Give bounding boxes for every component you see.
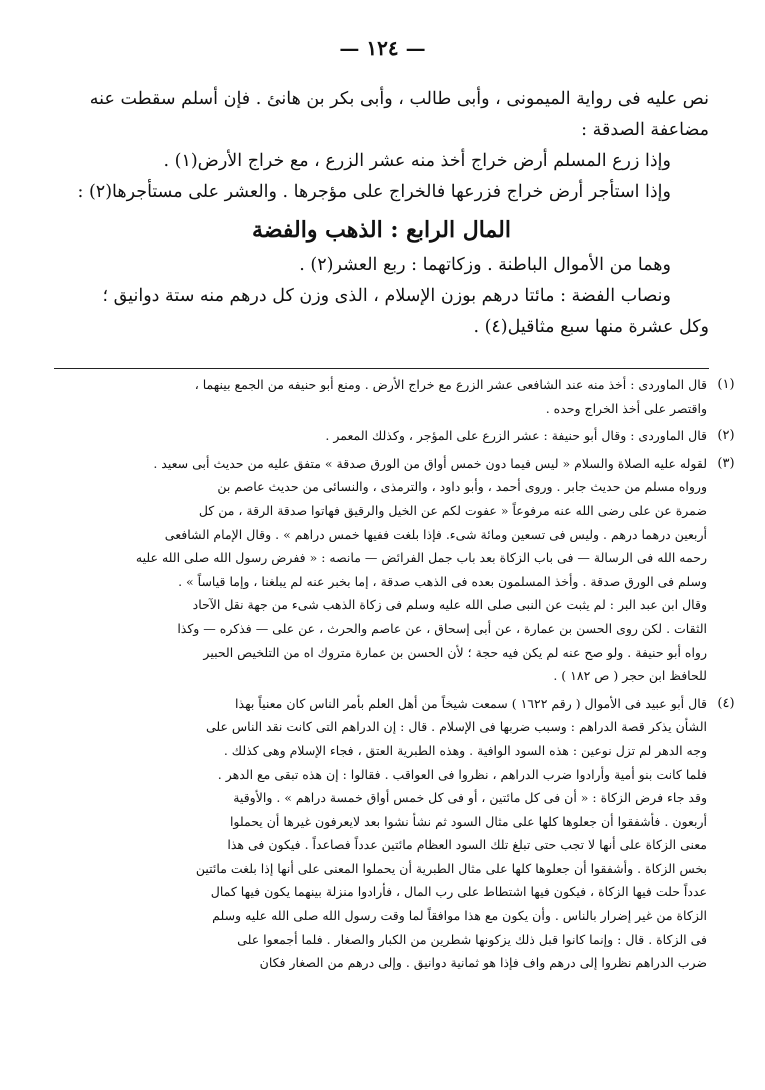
main-line-4: وإذا استأجر أرض خراج فزرعها فالخراج على مؤجرها . والعشر على مستأجرها(٢) : <box>77 182 671 202</box>
footnote-text: واقتصر على أخذ الخراج وحده . <box>545 400 707 416</box>
footnote-text: رحمه الله فى الرسالة — فى باب الزكاة بعد باب جمل الفرائض — مانصه : « ففرض رسول الله صلى الله عليه <box>135 550 707 566</box>
footnote-text: الشأن يذكر قصة الدراهم : وسبب ضربها فى الإسلام . قال : إن الدراهم التى كانت نقد الناس على <box>205 719 707 735</box>
footnote-3 <box>54 452 741 688</box>
main-line-7: وكل عشرة منها سبع مثاقيل(٤) . <box>473 317 709 337</box>
footnote-number: (٢) <box>717 428 735 444</box>
footnote-text: الثقات . لكن روى الحسن بن عمارة ، عن أبى إسحاق ، عن عاصم والحرث ، عن على — فذكره — وكذا <box>177 620 707 636</box>
main-line-3: وإذا زرع المسلم أرض خراج أخذ منه عشر الزرع ، مع خراج الأرض(١) . <box>163 151 671 171</box>
footnote-text: بخس الزكاة . وأشفقوا أن جعلوها كلها على مثال الطبرية أن يحملوا المعنى على أنها إذا بلغت مائتين <box>195 860 707 876</box>
footnote-2 <box>54 424 741 448</box>
footnote-text: وجه الدهر لم تزل نوعين : هذه السود الوافية . وهذه الطبرية العتق ، فجاء الإسلام وهى كذلك . <box>223 742 707 758</box>
footnote-number: (١) <box>717 377 735 392</box>
footnote-text: أربعين درهما درهم . وليس فى تسعين ومائة شىء. فإذا بلغت ففيها خمس دراهم » . وقال الإمام الشافعى <box>164 526 707 542</box>
section-heading: المال الرابع : الذهب والفضة <box>252 217 511 243</box>
footnotes <box>54 373 741 975</box>
footnote-number: (٣) <box>717 455 735 471</box>
main-text <box>54 84 709 343</box>
footnote-text: للحافظ ابن حجر ( ص ١٨٢ ) . <box>553 668 707 684</box>
footnote-text: الزكاة من غير إضرار بالناس . وأن يكون مع هذا موافقاً لما وقت رسول الله صلى الله عليه وسلم <box>212 908 707 924</box>
footnote-text: أربعون . فأشفقوا أن جعلوها كلها على مثال السود ثم نشأ نشوا بعد لايعرفون غيرها أن يحملوا <box>229 813 707 829</box>
main-line-5: وهما من الأموال الباطنة . وزكاتهما : ربع العشر(٢) . <box>299 255 671 275</box>
footnote-text: وقد جاء فرض الزكاة : « أن فى كل مائتين ، أو فى كل خمس أواق خمسة دراهم » . والأوقية <box>233 790 707 806</box>
footnote-text: فلما كانت بنو أمية وأرادوا ضرب الدراهم ، نظروا فى العواقب . فقالوا : إن هذه تبقى مع الدهر . <box>217 766 707 782</box>
main-line-1: نص عليه فى رواية الميمونى ، وأبى طالب ، وأبى بكر بن هانئ . فإن أسلم سقطت عنه <box>89 89 709 109</box>
footnote-1 <box>54 373 741 420</box>
footnote-text: لقوله عليه الصلاة والسلام « ليس فيما دون خمس أواق من الورق صدقة » متفق عليه من حديث أبى سعيد . <box>153 455 707 471</box>
footnote-4 <box>54 692 741 975</box>
footnote-divider <box>54 368 709 369</box>
footnote-text: ورواه مسلم من حديث جابر . وروى أحمد ، وأبو داود ، والترمذى ، والنسائى من حديث عاصم بن <box>217 479 707 495</box>
footnote-text: معنى الزكاة على أنها لا تجب حتى تبلغ تلك السود العظام مائتين عدداً فصاعداً . فيكون فى هذا <box>227 837 707 853</box>
footnote-text: ضرب الدراهم نظروا إلى درهم واف فإذا هو ثمانية دوانيق . وإلى درهم من الصغار فكان <box>259 955 707 971</box>
footnote-text: قال الماوردى : أخذ منه عند الشافعى عشر الزرع مع خراج الأرض . ومنع أبو حنيفه من الجمع بينهما ، <box>194 377 707 392</box>
footnote-text: فى الزكاة . قال : وإنما كانوا قبل ذلك يزكونها شطرين من الكبار والصغار . فلما أجمعوا على <box>237 931 707 947</box>
footnote-text: عدداً حلت فيها الزكاة ، فيكون فيها اشتطاط على رب المال ، فأرادوا منزلة بينهما يكون فيها كمال <box>210 884 707 900</box>
footnote-text: قال أبو عبيد فى الأموال ( رقم ١٦٢٢ ) سمعت شيخاً من أهل العلم بأمر الناس كان معنياً بهذا <box>235 695 707 711</box>
page-number: — ١٢٤ — <box>339 36 426 60</box>
footnote-text: وقال ابن عبد البر : لم يثبت عن النبى صلى الله عليه وسلم فى زكاة الذهب شىء من جهة نقل الآحاد <box>192 597 707 613</box>
footnote-text: وسلم فى الورق صدقة . وأخذ المسلمون بعده فى الذهب صدقة ، إما بخبر عنه لم يبلغنا ، وإما قياساً » . <box>178 573 707 589</box>
main-line-6: ونصاب الفضة : مائتا درهم بوزن الإسلام ، الذى وزن كل درهم منه ستة دوانيق ؛ <box>102 286 671 306</box>
footnote-text: قال الماوردى : وقال أبو حنيفة : عشر الزرع على المؤجر ، وكذلك المعمر . <box>325 428 707 444</box>
main-line-2: مضاعفة الصدقة : <box>581 120 709 140</box>
footnote-text: ضمرة عن على رضى الله عنه مرفوعاً « عفوت لكم عن الخيل والرقيق فهاتوا صدقة الرقة ، من كل <box>198 502 707 518</box>
footnote-number: (٤) <box>717 695 735 711</box>
footnote-text: رواه أبو حنيفة . ولو صح عنه لم يكن فيه حجة ؛ لأن الحسن بن عمارة متروك اه من التلخيص الحبير <box>203 644 707 660</box>
